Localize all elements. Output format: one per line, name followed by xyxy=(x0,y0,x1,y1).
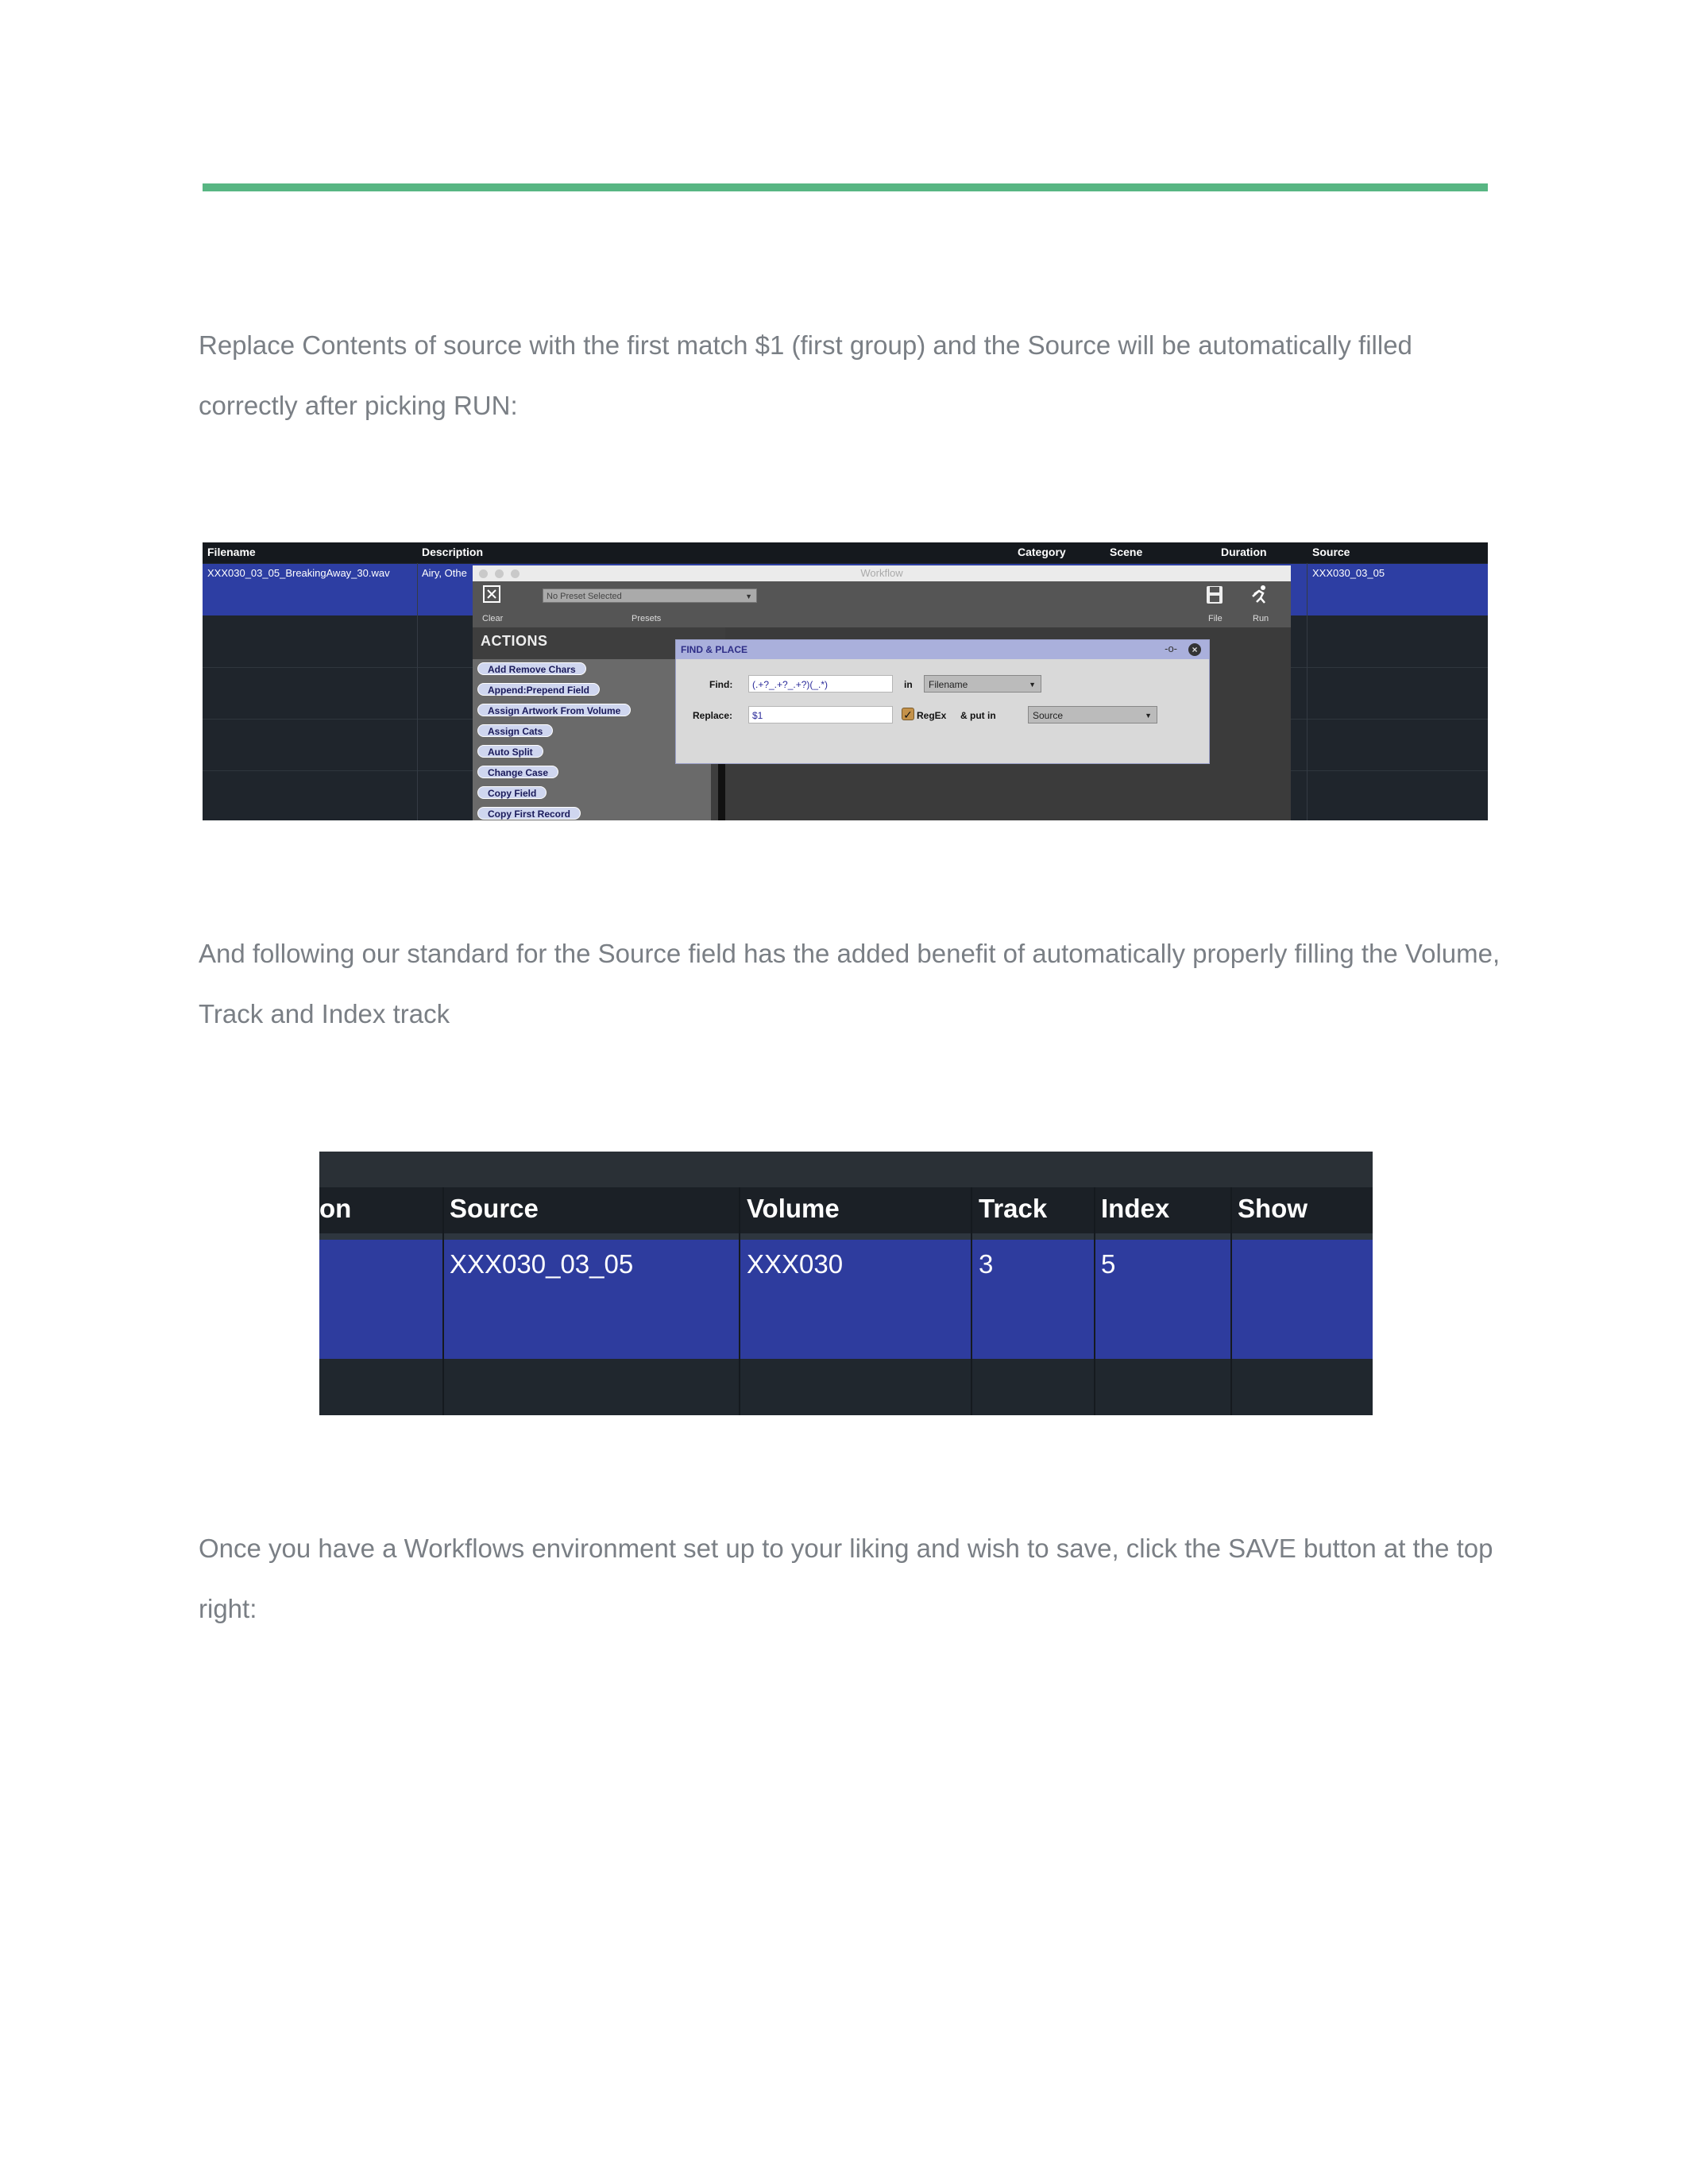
put-in-select[interactable] xyxy=(1028,706,1157,723)
replace-label: Replace: xyxy=(693,710,733,721)
replace-input[interactable]: $1 xyxy=(748,706,893,723)
row-description: Airy, Othe xyxy=(422,567,467,579)
paragraph-source-standard: And following our standard for the Source field has the added benefit of automatically properly filling the Volume, Track and Index track xyxy=(199,939,1501,1028)
header-divider xyxy=(319,1233,1373,1240)
put-in-value: Source xyxy=(1033,710,1064,721)
action-item[interactable]: Copy First Record xyxy=(477,807,581,820)
action-item[interactable]: Append:Prepend Field xyxy=(477,683,600,696)
paragraph-save-instructions: Once you have a Workflows environment set up to your liking and wish to save, click the SAVE button at the top right: xyxy=(199,1534,1493,1623)
clear-label: Clear xyxy=(482,614,504,623)
put-in-label: & put in xyxy=(960,710,996,721)
action-item[interactable]: Assign Cats xyxy=(477,724,553,737)
chevron-down-icon: ▼ xyxy=(1145,712,1152,720)
row-filename: XXX030_03_05_BreakingAway_30.wav xyxy=(207,567,390,579)
column-divider xyxy=(971,1187,972,1415)
column-header-volume[interactable]: Volume xyxy=(747,1194,840,1223)
chevron-down-icon: ▼ xyxy=(1029,681,1036,689)
in-field-select[interactable] xyxy=(924,675,1041,693)
column-header-source[interactable]: Source xyxy=(1312,546,1350,558)
accent-rule xyxy=(203,183,1488,191)
column-header-index[interactable]: Index xyxy=(1101,1194,1170,1223)
workflow-title: Workflow xyxy=(860,567,903,579)
file-label: File xyxy=(1208,614,1223,623)
clear-icon[interactable] xyxy=(482,585,501,609)
paragraph-replace-contents: Replace Contents of source with the first match $1 (first group) and the Source will be automatically filled correctly after picking RUN: xyxy=(199,330,1412,420)
column-header-source[interactable]: Source xyxy=(450,1194,539,1223)
result-table-screenshot xyxy=(319,1152,1373,1415)
column-divider xyxy=(1094,1187,1095,1415)
column-divider xyxy=(1307,563,1308,820)
action-item[interactable]: Assign Artwork From Volume xyxy=(477,704,631,716)
column-header-partial[interactable]: on xyxy=(319,1194,352,1223)
column-header-scene[interactable]: Scene xyxy=(1110,546,1143,558)
preset-select[interactable] xyxy=(543,588,757,603)
find-input[interactable]: (.+?_.+?_.+?)(_.*) xyxy=(748,675,893,693)
find-label: Find: xyxy=(709,679,733,690)
regex-checkbox[interactable]: ✓ xyxy=(902,708,914,720)
find-replace-panel xyxy=(675,639,1210,764)
row-source: XXX030_03_05 xyxy=(1312,567,1385,579)
chevron-down-icon: ▼ xyxy=(745,592,752,600)
column-divider xyxy=(417,563,418,820)
column-divider xyxy=(1230,1187,1232,1415)
in-label: in xyxy=(904,679,913,690)
file-save-icon[interactable] xyxy=(1205,585,1224,611)
run-icon[interactable] xyxy=(1250,585,1270,611)
table-row-selected[interactable] xyxy=(319,1240,1373,1359)
column-header-duration[interactable]: Duration xyxy=(1221,546,1267,558)
find-replace-titlebar xyxy=(676,640,1209,659)
column-divider xyxy=(739,1187,740,1415)
actions-title: ACTIONS xyxy=(481,633,548,649)
table-header xyxy=(203,542,1488,563)
preset-select-value: No Preset Selected xyxy=(547,592,622,601)
action-item[interactable]: Copy Field xyxy=(477,786,547,799)
row-track: 3 xyxy=(979,1249,994,1279)
column-header-filename[interactable]: Filename xyxy=(207,546,256,558)
action-item[interactable]: Auto Split xyxy=(477,745,543,758)
column-header-category[interactable]: Category xyxy=(1018,546,1066,558)
run-label: Run xyxy=(1253,614,1269,623)
workflow-toolbar xyxy=(473,581,1291,627)
regex-label: RegEx xyxy=(917,710,947,721)
workflow-titlebar xyxy=(473,565,1291,581)
action-item[interactable]: Change Case xyxy=(477,766,558,778)
find-replace-title: FIND & PLACE xyxy=(681,644,747,655)
column-header-description[interactable]: Description xyxy=(422,546,484,558)
column-divider xyxy=(442,1187,444,1415)
action-item[interactable]: Add Remove Chars xyxy=(477,662,586,675)
table-header xyxy=(319,1187,1373,1233)
row-source: XXX030_03_05 xyxy=(450,1249,634,1279)
row-index: 5 xyxy=(1101,1249,1116,1279)
close-icon[interactable]: × xyxy=(1188,643,1201,656)
workflow-screenshot xyxy=(203,542,1488,820)
column-header-track[interactable]: Track xyxy=(979,1194,1048,1223)
pin-icon[interactable]: -o- xyxy=(1165,642,1177,654)
presets-label: Presets xyxy=(632,614,662,623)
column-header-show[interactable]: Show xyxy=(1238,1194,1308,1223)
row-volume: XXX030 xyxy=(747,1249,844,1279)
table-toolbar xyxy=(319,1152,1373,1187)
in-field-value: Filename xyxy=(929,679,968,690)
